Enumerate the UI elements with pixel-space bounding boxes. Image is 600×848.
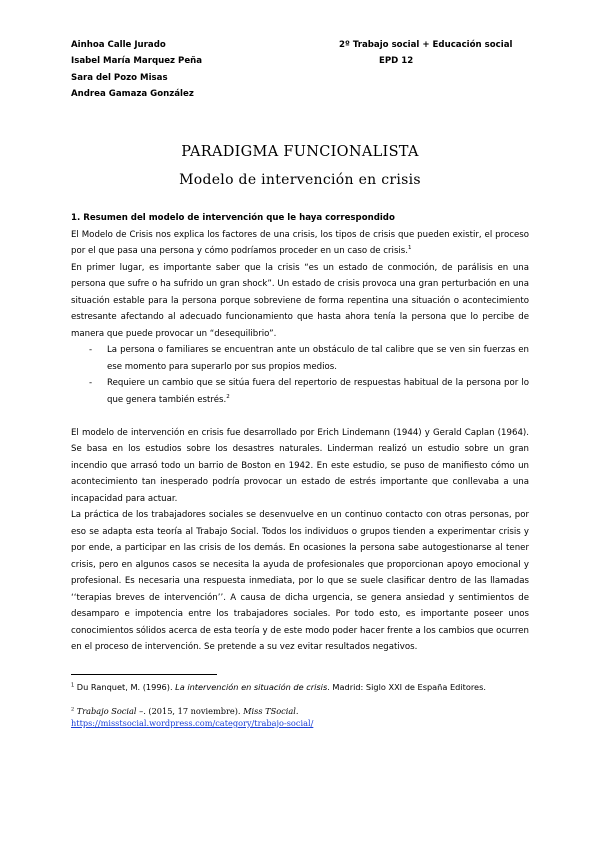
course-label: 2º Trabajo social + Educación social (339, 40, 513, 50)
footnote-site: Miss TSocial (243, 706, 296, 716)
footnote-1 (71, 681, 529, 693)
footnote-separator (71, 674, 217, 675)
list-item-text: La persona o familiares se encuentran ante un obstáculo de tal calibre que se ven sin fuerzas en ese momento para superarlo por sus propios medios. (107, 345, 529, 372)
list-item-text: Requiere un cambio que se sitúa fuera del repertorio de respuestas habitual de la persona por lo que genera también estrés. (107, 378, 529, 405)
footnote-date: –. (2015, 17 noviembre). (136, 706, 244, 716)
author-name: Ainhoa Calle Jurado (71, 40, 166, 50)
course-info (339, 37, 529, 70)
section-heading: 1. Resumen del modelo de intervención que le haya correspondido (71, 213, 395, 223)
footnote-link[interactable]: https://misstsocial.wordpress.com/category/trabajo-social/ (71, 718, 314, 728)
footnote-title: Trabajo Social (76, 706, 137, 716)
assignment-code: EPD 12 (379, 56, 414, 67)
bullet-list (71, 342, 529, 408)
footnote-title: La intervención en situación de crisis (175, 682, 328, 692)
footnote-number: 1 (71, 682, 75, 689)
author-list (71, 37, 301, 103)
list-item (71, 375, 529, 408)
document-body (71, 210, 529, 656)
footnote-ref[interactable]: 2 (226, 393, 230, 400)
footnote-ref[interactable]: 1 (408, 245, 412, 252)
spacer (71, 408, 529, 425)
author-name: Andrea Gamaza González (71, 89, 194, 100)
paragraph-text: El Modelo de Crisis nos explica los factores de una crisis, los tipos de crisis que pueden existir, el proceso por el que pasa una persona y cómo podríamos proceder en un caso de crisis. (71, 229, 529, 256)
paragraph (71, 227, 529, 260)
list-item (71, 342, 529, 375)
footnote-2 (71, 705, 529, 729)
dash-bullet: - (89, 345, 93, 355)
footnote-publisher: . Madrid: Siglo XXI de España Editores. (327, 682, 486, 692)
paragraph: En primer lugar, es importante saber que la crisis “es un estado de conmoción, de parálisis en una persona que sufre o ha sufrido un gran shock”. Un estado de crisis provoca una gran perturbación en una situación estable para la persona porque sobreviene de forma repentina una situación o acontecimiento estresante afectando al adecuado funcionamiento que hasta ahora tenía la persona que lo percibe de manera que puede provocar un “desequilibrio”. (71, 262, 529, 339)
paragraph: El modelo de intervención en crisis fue desarrollado por Erich Lindemann (1944) y Gerald Caplan (1964). Se basa en los estudios sobre los desastres naturales. Linderman realizó un estudio sobre un gran incendio que arrasó todo un barrio de Boston en 1942. En este estudio, se puso de manifiesto cómo un acontecimiento tan inesperado podría provocar un estado de estrés importante que conllevaba a una incapacidad para actuar. (71, 427, 529, 504)
author-name: Sara del Pozo Misas (71, 72, 168, 83)
document-title: PARADIGMA FUNCIONALISTA (181, 144, 419, 160)
document-subtitle: Modelo de intervención en crisis (179, 172, 421, 188)
footnote-number: 2 (71, 706, 75, 713)
footnote-end: . (295, 706, 299, 716)
dash-bullet: - (89, 378, 93, 388)
author-name: Isabel María Marquez Peña (71, 56, 203, 67)
footnote-author: Du Ranquet, M. (1996). (76, 682, 176, 692)
paragraph: La práctica de los trabajadores sociales se desenvuelve en un continuo contacto con otras personas, por eso se adapta esta teoría al Trabajo Social. Todos los individuos o grupos tienden a experimentar crisis y por ende, a participar en las crisis de los demás. En ocasiones la persona sabe autogestionarse al tener crisis, pero en algunos casos se necesita la ayuda de profesionales que proporcionan apoyo emocional y profesional. Es necesaria una respuesta inmediata, por lo que se suele clasificar dentro de las llamadas ‘‘terapias breves de intervención’’. A causa de dicha urgencia, se genera ansiedad y sentimientos de desamparo e impotencia entre los trabajadores sociales. Por todo esto, es importante poseer unos conocimientos sólidos acerca de esta teoría y de este modo poder hacer frente a los cambios que ocurren en el proceso de intervención. Se pretende a su vez evitar resultados negativos. (71, 510, 529, 652)
